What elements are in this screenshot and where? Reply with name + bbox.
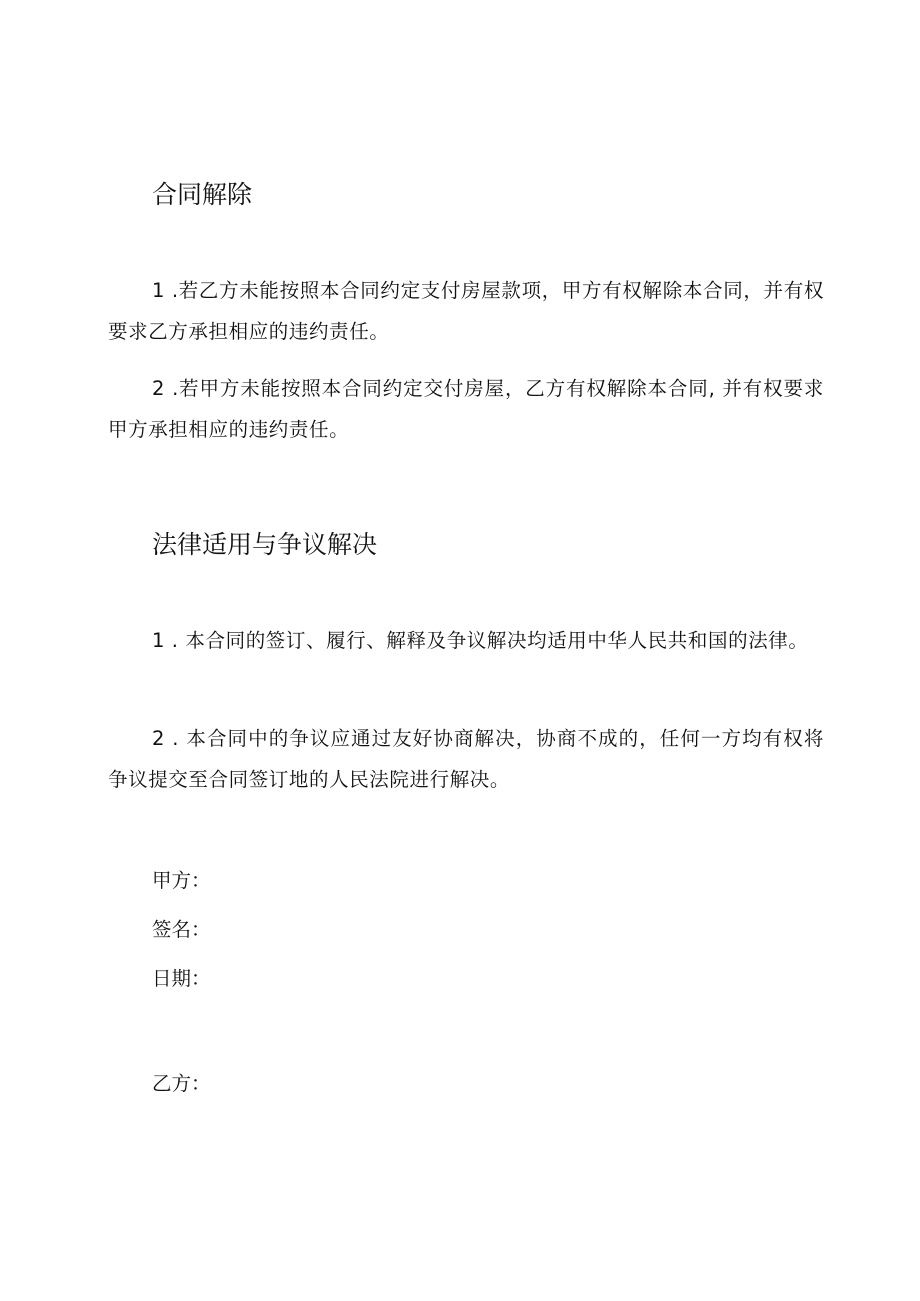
section-title-termination: 合同解除 (152, 180, 253, 209)
party-b-label: 乙方： (152, 1072, 211, 1095)
section-title-law-disputes: 法律适用与争议解决 (152, 530, 378, 559)
termination-clause-1: 1 .若乙方未能按照本合同约定支付房屋款项，甲方有权解除本合同，并有权要求乙方承担相应的违约责任。 (108, 279, 824, 343)
law-clause-1: 1 . 本合同的签订、履行、解释及争议解决均适用中华人民共和国的法律。 (152, 629, 809, 652)
date-label: 日期： (152, 967, 211, 990)
termination-clause-2: 2 .若甲方未能按照本合同约定交付房屋，乙方有权解除本合同, 并有权要求甲方承担相应的违约责任。 (108, 377, 824, 441)
law-clause-2: 2 . 本合同中的争议应通过友好协商解决，协商不成的，任何一方均有权将争议提交至合同签订地的人民法院进行解决。 (108, 727, 824, 791)
party-a-label: 甲方： (152, 869, 211, 892)
signature-label: 签名： (152, 918, 211, 941)
